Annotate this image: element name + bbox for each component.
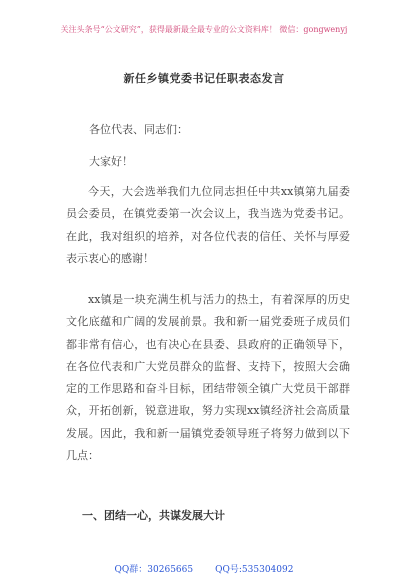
qq-number-text: QQ号:535304092: [215, 565, 294, 575]
salutation: 各位代表、同志们：: [89, 123, 188, 136]
body-paragraph: 今天，大会选举我们九位同志担任中共xx镇第九届委员会委员，在镇党委第一次会议上，我当选为党委书记。在此，我对组织的培养，对各位代表的信任、关怀与厚爱表示衷心的感谢！: [66, 185, 350, 265]
document-title: 新任乡镇党委书记任职表态发言: [123, 72, 285, 85]
header-promo-note: 关注头条号“公文研究”，获得最新最全最专业的公文资料库！ 微信：gongwenyj: [60, 25, 348, 34]
footer-contact: [0, 562, 408, 575]
qq-group-text: QQ群：30265665: [114, 565, 194, 575]
section-heading: 一、团结一心，共谋发展大计: [82, 509, 225, 522]
body-paragraph: xx镇是一块充满生机与活力的热土，有着深厚的历史文化底蕴和广阔的发展前景。我和新一届党委班子成员们都非常有信心，也有决心在县委、县政府的正确领导下，在各位代表和广大党员群众的监督、支持下，按照大会确定的工作思路和奋斗目标，团结带领全镇广大党员干部群众，开拓创新，锐意进取，努力实现xx镇经济社会高质量发展。因此，我和新一届镇党委领导班子将努力做到以下几点：: [66, 293, 350, 463]
greeting: 大家好！: [89, 155, 133, 168]
